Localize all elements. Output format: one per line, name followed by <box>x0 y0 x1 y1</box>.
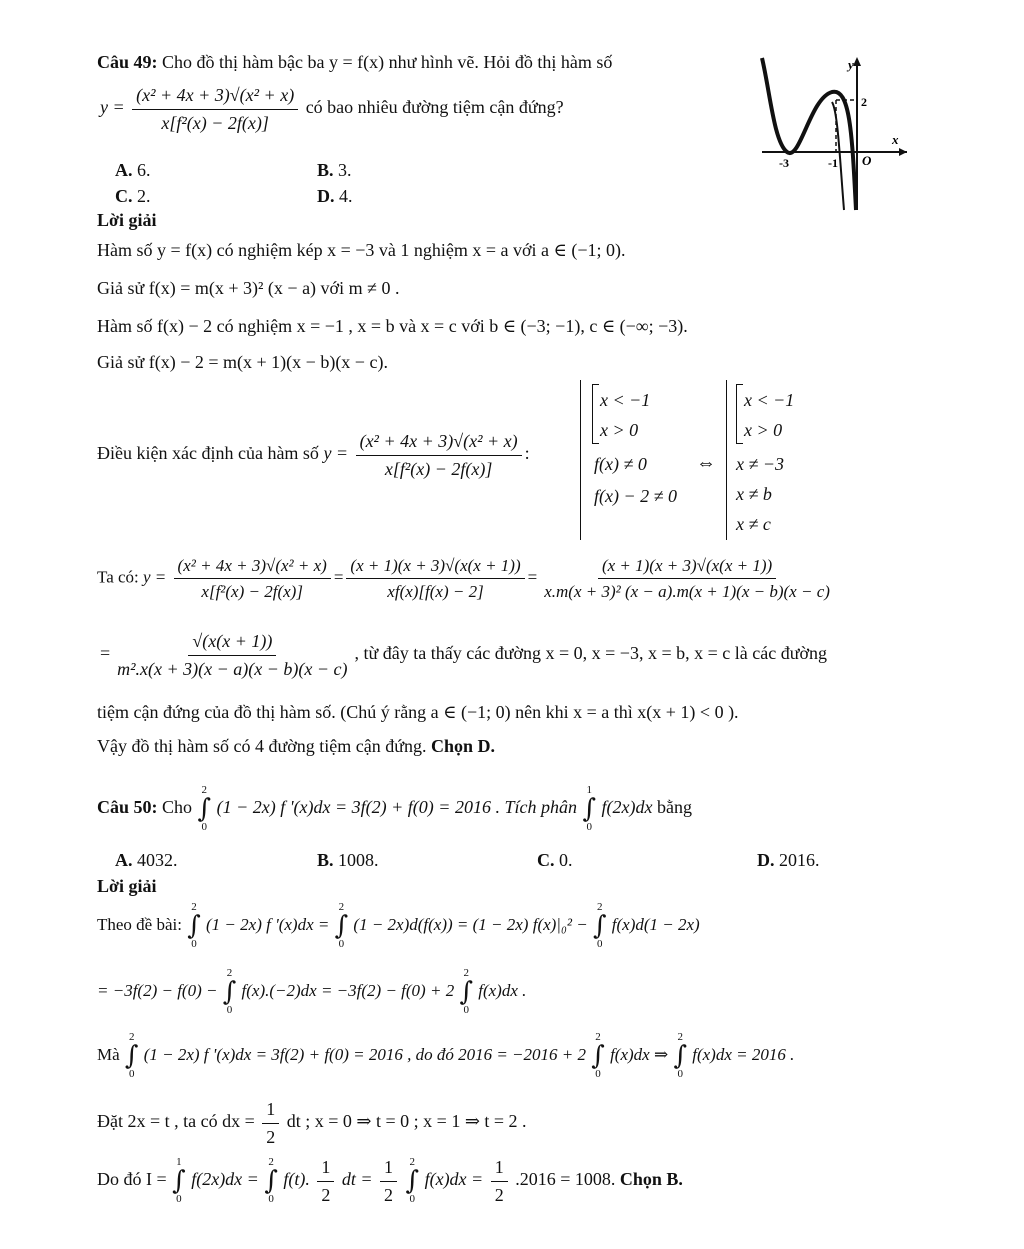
l1-c: f(x)d(1 − 2x) <box>611 914 700 934</box>
option-text: 2. <box>137 186 151 206</box>
l5-d: dt = <box>341 1169 373 1190</box>
l3-c: f(x)dx = 2016 . <box>692 1044 795 1064</box>
graph-label-origin: O <box>862 153 872 168</box>
taco2-numerator: √(x(x + 1)) <box>188 630 276 656</box>
l3-a: (1 − 2x) f '(x)dx = 3f(2) + f(0) = 2016 , do đó 2016 = −2016 + 2 <box>143 1044 587 1064</box>
q50-line2 <box>97 968 526 1016</box>
q50-answer: Chọn B. <box>619 1169 683 1190</box>
q49-line4: Giả sử f(x) − 2 = m(x + 1)(x − b)(x − c). <box>97 352 388 372</box>
l4-a: Đặt 2x = t , ta có dx = <box>97 1111 255 1132</box>
taco2-text: , từ đây ta thấy các đường x = 0, x = −3, x = b, x = c là các đường <box>354 643 827 664</box>
q49-solution-title: Lời giải <box>97 210 157 230</box>
taco-f3-numerator: (x + 1)(x + 3)√(x(x + 1)) <box>598 555 776 579</box>
taco-f1-numerator: (x² + 4x + 3)√(x² + x) <box>174 555 331 579</box>
q49-answer: Chọn D. <box>430 736 496 756</box>
integral-sign-icon: 2 ∫ 0 <box>264 1156 278 1205</box>
q49-conclusion: Vậy đồ thị hàm số có 4 đường tiệm cận đứng. <box>97 736 427 756</box>
taco-fraction-2 <box>346 555 524 603</box>
integral-sign-icon: 2 ∫ 0 <box>673 1031 687 1080</box>
q50-stem-expr2: f(2x)dx <box>601 797 653 818</box>
q50-stem-end: bằng <box>656 797 692 818</box>
option-text: 3. <box>338 160 352 180</box>
domain-denominator: x[f²(x) − 2f(x)] <box>384 458 493 479</box>
taco2-denominator: m².x(x + 3)(x − a)(x − b)(x − c) <box>117 658 348 679</box>
q49-cubic-graph <box>752 52 912 212</box>
taco-fraction-1 <box>174 555 331 603</box>
domain-right-bracket <box>736 384 743 444</box>
graph-y-label: y <box>848 57 854 72</box>
domain-fraction <box>356 430 522 480</box>
option-text: 4032. <box>137 850 178 870</box>
taco2-fraction <box>113 630 351 680</box>
l3-b: f(x)dx ⇒ <box>610 1044 669 1064</box>
option-letter: D. <box>317 186 335 206</box>
option-text: 0. <box>559 850 573 870</box>
l4-b: dt ; x = 0 ⇒ t = 0 ; x = 1 ⇒ t = 2 . <box>286 1111 527 1132</box>
option-text: 1008. <box>338 850 379 870</box>
l5-a: Do đó I = <box>97 1169 167 1190</box>
option-text: 4. <box>339 186 353 206</box>
q49-taco-line: Ta có: y = $\frac{\text{(x² + 4x + 3)√(x² + x)}}{\text{x[f²(x) − 2f(x)]}}$ = $\frac{(x + 1)(x + 3)√(x(x + 1))}{xf(x)[f(x) - 2]}$ = $\frac{(x + 1)(x + 3)√(x(x + 1))}{\text{x.m(x + 3)² (x − a).m(x + 1)(x − b)(x − c)}}$ <box>97 555 837 603</box>
q49-title: Câu 49: <box>97 52 158 72</box>
q49-conclusion-line <box>97 736 495 757</box>
taco-fraction-3 <box>540 555 834 603</box>
l1-a: (1 − 2x) f '(x)dx = <box>206 914 330 934</box>
l2-c: f(x)dx . <box>478 980 527 1000</box>
domain-right-brace <box>726 380 729 540</box>
l1-b: (1 − 2x)d(f(x)) = (1 − 2x) f(x)|₀² − <box>353 914 588 934</box>
q49-line3: Hàm số f(x) − 2 có nghiệm x = −1 , x = b và x = c với b ∈ (−3; −1), c ∈ (−∞; −3). <box>97 316 688 336</box>
option-letter: C. <box>537 850 555 870</box>
q50-stem-expr: (1 − 2x) f '(x)dx = 3f(2) + f(0) = 2016 . Tích phân <box>216 797 577 818</box>
l5-fraction-1: $\frac{1}{2}$ <box>317 1156 334 1206</box>
q50-line5 <box>97 1156 683 1206</box>
q50-title: Câu 50: <box>97 797 158 818</box>
q49-stem: Cho đồ thị hàm bậc ba y = f(x) như hình vẽ. Hỏi đồ thị hàm số <box>162 52 613 72</box>
integral-sign-icon: 2 ∫ 0 <box>124 1031 139 1080</box>
domain-left-bracket <box>592 384 599 444</box>
option-letter: B. <box>317 160 334 180</box>
integral-sign-icon: 2 ∫ 0 <box>222 967 237 1016</box>
q49-stem-end: có bao nhiêu đường tiệm cận đứng? <box>305 97 564 118</box>
integral-sign-icon: 2 ∫ 0 <box>187 901 201 950</box>
integral-sign-icon: 2 ∫ 0 <box>591 1031 605 1080</box>
q50-line4 <box>97 1098 527 1148</box>
q50-option-c[interactable] <box>537 850 573 871</box>
option-letter: A. <box>115 160 133 180</box>
taco-f2-numerator: (x + 1)(x + 3)√(x(x + 1)) <box>346 555 524 579</box>
domain-lhs: y = <box>323 443 349 464</box>
domain-left-cond-4: f(x) − 2 ≠ 0 <box>594 486 678 506</box>
l3-text: Mà <box>97 1044 120 1064</box>
integral-sign-icon: 1 ∫ 0 <box>582 784 596 833</box>
domain-right-cond-1: x < −1 <box>744 390 795 410</box>
integral-sign-icon: 2 ∫ 0 <box>197 784 212 833</box>
domain-text: Điều kiện xác định của hàm số <box>97 443 319 464</box>
l2-b: f(x).(−2)dx = −3f(2) − f(0) + 2 <box>241 980 455 1000</box>
q49-option-d[interactable] <box>317 186 353 207</box>
q49-option-b[interactable] <box>317 160 352 181</box>
graph-label-2: 2 <box>861 95 867 109</box>
q49-func-numerator: (x² + 4x + 3)√(x² + x) <box>132 84 298 110</box>
l4-numerator: 1 <box>262 1098 279 1124</box>
q49-domain-line: Điều kiện xác định của hàm số y = $\frac{\text{(x² + 4x + 3)√(x² + x)}}{\text{x[f²(x) − 2f(x)]}}$ : <box>97 431 530 479</box>
option-letter: B. <box>317 850 334 870</box>
l1-text: Theo đề bài: <box>97 914 182 934</box>
q49-option-c[interactable] <box>115 186 151 207</box>
q50-option-d[interactable] <box>757 850 820 871</box>
q49-line2: Giả sử f(x) = m(x + 3)² (x − a) với m ≠ 0 . <box>97 278 400 298</box>
q49-stem-line <box>97 52 612 73</box>
q50-cho: Cho <box>162 797 193 818</box>
integral-sign-icon: 1 ∫ 0 <box>172 1156 186 1205</box>
q50-option-a[interactable] <box>115 850 178 871</box>
q49-func-fraction <box>132 84 298 134</box>
domain-right-cond-3: x ≠ −3 <box>736 454 785 474</box>
domain-left-cond-1: x < −1 <box>600 390 651 410</box>
integral-sign-icon: 2 ∫ 0 <box>459 967 473 1016</box>
q49-func-denominator: x[f²(x) − 2f(x)] <box>161 112 269 133</box>
y-axis-arrow-icon <box>853 57 861 66</box>
l4-fraction <box>262 1098 279 1148</box>
domain-left-cond-2: x > 0 <box>600 420 639 440</box>
option-letter: C. <box>115 186 133 206</box>
graph-label-m1: -1 <box>828 156 838 170</box>
taco-f1-denominator: x[f²(x) − 2f(x)] <box>201 582 303 602</box>
q50-solution-title: Lời giải <box>97 876 157 896</box>
taco-lhs: y = <box>143 567 167 587</box>
taco-f2-denominator: xf(x)[f(x) − 2] <box>387 582 484 602</box>
equivalence-arrow-icon: ⇔ <box>696 452 716 474</box>
taco-text: Ta có: <box>97 567 139 587</box>
integral-sign-icon: 2 ∫ 0 <box>405 1156 420 1205</box>
graph-x-label: x <box>892 132 899 147</box>
l4-denominator: 2 <box>266 1126 276 1147</box>
domain-right-cond-2: x > 0 <box>744 420 783 440</box>
option-text: 2016. <box>779 850 820 870</box>
q49-option-a[interactable] <box>115 160 151 181</box>
q49-function <box>100 84 564 134</box>
q50-line1 <box>97 902 700 950</box>
option-letter: A. <box>115 850 133 870</box>
option-text: 6. <box>137 160 151 180</box>
graph-label-m3: -3 <box>779 156 789 170</box>
l2-a: = −3f(2) − f(0) − <box>97 980 218 1000</box>
taco-f3-denominator: x.m(x + 3)² (x − a).m(x + 1)(x − b)(x − c) <box>544 582 830 602</box>
q49-line1: Hàm số y = f(x) có nghiệm kép x = −3 và 1 nghiệm x = a với a ∈ (−1; 0). <box>97 240 626 260</box>
integral-sign-icon: 2 ∫ 0 <box>334 901 349 950</box>
q49-func-lhs: y = <box>100 97 125 118</box>
l5-f: .2016 = 1008. <box>515 1169 616 1190</box>
l5-fraction-2: $\frac{1}{2}$ <box>380 1156 397 1206</box>
option-letter: D. <box>757 850 775 870</box>
domain-right-cond-4: x ≠ b <box>736 484 772 504</box>
l5-fraction-3: $\frac{1}{2}$ <box>491 1156 508 1206</box>
q50-stem-line <box>97 785 692 833</box>
integral-sign-icon: 2 ∫ 0 <box>592 901 607 950</box>
domain-right-cond-5: x ≠ c <box>736 514 771 534</box>
q50-option-b[interactable] <box>317 850 379 871</box>
domain-left-brace <box>580 380 583 540</box>
domain-left-cond-3: f(x) ≠ 0 <box>594 454 647 474</box>
q50-line3 <box>97 1032 794 1080</box>
l5-b: f(2x)dx = <box>191 1169 259 1190</box>
q49-taco2-line: = $\frac{√(x(x + 1))}{\text{m².x(x + 3)(x − a)(x − b)(x − c)}}$ , từ đây ta thấy các đường x = 0, x = −3, x = b, x = c là các đường <box>100 631 827 679</box>
x-axis-arrow-icon <box>899 148 907 156</box>
l5-e: f(x)dx = <box>424 1169 484 1190</box>
domain-numerator: (x² + 4x + 3)√(x² + x) <box>356 430 522 456</box>
l5-c: f(t). <box>283 1169 310 1190</box>
q49-line-tc: tiệm cận đứng của đồ thị hàm số. (Chú ý rằng a ∈ (−1; 0) nên khi x = a thì x(x + 1) < 0 ). <box>97 702 739 722</box>
